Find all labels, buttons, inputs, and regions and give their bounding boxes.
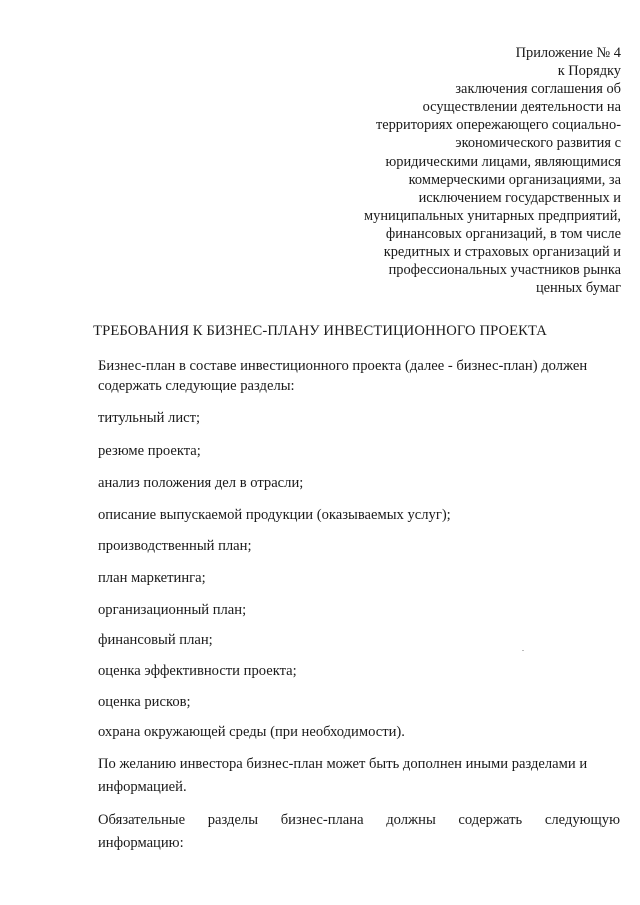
appendix-line: ценных бумаг	[535, 280, 621, 297]
intro-line-1	[98, 355, 620, 378]
mandatory-word: разделы	[207, 812, 259, 828]
supplement-line-2: информацией.	[98, 779, 187, 795]
intro-line-2: содержать следующие разделы:	[98, 378, 295, 394]
section-item: анализ положения дел в отрасли;	[98, 475, 304, 491]
appendix-line: коммерческими организациями, за	[408, 171, 621, 188]
appendix-line: заключения соглашения об	[455, 81, 621, 98]
appendix-line: кредитных и страховых организаций и	[383, 244, 621, 261]
mandatory-word: следующую	[544, 812, 620, 828]
section-item: оценка эффективности проекта;	[98, 663, 297, 679]
mandatory-line-1	[98, 812, 620, 829]
appendix-line: к Порядку	[557, 63, 621, 80]
appendix-line: исключением государственных и	[418, 189, 621, 206]
section-item: финансовый план;	[98, 632, 213, 648]
supplement-line-1: По желанию инвестора бизнес-план может быть дополнен иными разделами и	[98, 756, 588, 772]
section-item: организационный план;	[98, 602, 247, 618]
appendix-line: экономического развития с	[455, 135, 621, 152]
section-item: план маркетинга;	[98, 570, 206, 586]
section-item: описание выпускаемой продукции (оказываемых услуг);	[98, 507, 451, 523]
document-title: ТРЕБОВАНИЯ К БИЗНЕС-ПЛАНУ ИНВЕСТИЦИОННОГО ПРОЕКТА	[93, 323, 547, 339]
appendix-line: осуществлении деятельности на	[422, 99, 621, 116]
appendix-line: муниципальных унитарных предприятий,	[364, 207, 621, 224]
mandatory-word: Обязательные	[98, 812, 186, 828]
mandatory-word: содержать	[458, 812, 523, 828]
appendix-line: юридическими лицами, являющимися	[385, 153, 621, 170]
appendix-line: территориях опережающего социально-	[375, 117, 621, 134]
section-item: производственный план;	[98, 538, 252, 554]
appendix-line: Приложение № 4	[515, 45, 621, 61]
section-item: охрана окружающей среды (при необходимости).	[98, 724, 405, 740]
mandatory-word: должны	[386, 812, 436, 828]
section-item: титульный лист;	[98, 410, 201, 426]
mandatory-word: бизнес-плана	[280, 812, 364, 828]
appendix-header	[321, 44, 621, 297]
mandatory-words	[98, 812, 620, 829]
section-item: оценка рисков;	[98, 694, 191, 710]
section-item: резюме проекта;	[98, 443, 201, 459]
intro-paragraph	[98, 355, 620, 378]
mandatory-line-2: информацию:	[98, 835, 184, 851]
appendix-line: финансовых организаций, в том числе	[385, 225, 621, 242]
intro-text-1: Бизнес-план в составе инвестиционного проекта (далее - бизнес-план) должен	[98, 358, 588, 374]
scan-speck	[522, 650, 524, 651]
appendix-line: профессиональных участников рынка	[388, 262, 621, 279]
